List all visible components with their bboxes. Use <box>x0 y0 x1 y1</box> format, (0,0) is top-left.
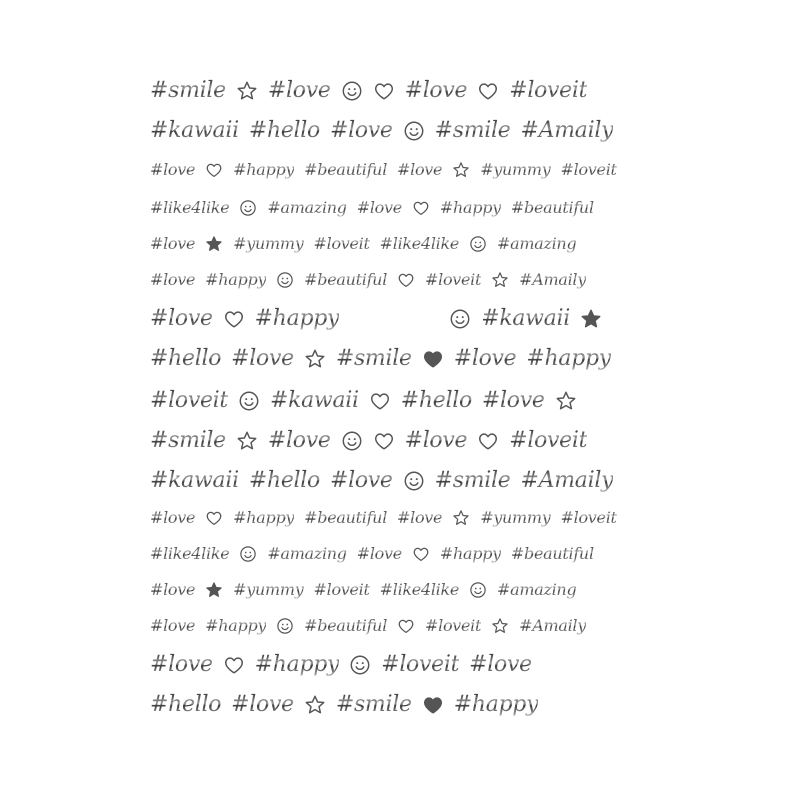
star-outline-icon <box>304 694 326 716</box>
sticker-row <box>150 468 650 493</box>
hashtag-text: #love <box>329 118 393 143</box>
sticker-row <box>150 118 650 143</box>
hashtag-text: #like4like <box>379 580 460 599</box>
hashtag-text: #amazing <box>267 198 347 217</box>
sticker-row <box>150 692 650 717</box>
heart-outline-icon <box>397 617 415 635</box>
smiley-icon <box>403 470 425 492</box>
star-filled-icon <box>580 308 602 330</box>
heart-outline-icon <box>223 308 245 330</box>
hashtag-text: #loveit <box>381 652 460 677</box>
hashtag-text: #Amaily <box>520 118 614 143</box>
hashtag-text: #love <box>397 508 443 527</box>
sticker-row <box>150 234 650 253</box>
hashtag-text: #beautiful <box>510 544 594 563</box>
hashtag-text: #love <box>231 692 294 717</box>
smiley-icon <box>469 581 487 599</box>
hashtag-text: #smile <box>150 428 226 453</box>
hashtag-text: #kawaii <box>481 306 570 331</box>
star-outline-icon <box>236 80 258 102</box>
sticker-row <box>150 198 650 217</box>
hashtag-text: #yummy <box>233 580 304 599</box>
hashtag-text: #love <box>329 468 393 493</box>
hashtag-text: #loveit <box>560 508 617 527</box>
hashtag-text: #loveit <box>313 580 370 599</box>
heart-outline-icon <box>373 80 395 102</box>
hashtag-text: #yummy <box>233 234 304 253</box>
hashtag-text: #smile <box>434 468 511 493</box>
hashtag-text: #loveit <box>425 616 482 635</box>
hashtag-text: #love <box>150 160 196 179</box>
heart-outline-icon <box>412 545 430 563</box>
smiley-icon <box>449 308 471 330</box>
hashtag-text: #Amaily <box>519 270 586 289</box>
hashtag-text: #beautiful <box>304 508 388 527</box>
hashtag-text: #love <box>150 580 196 599</box>
hashtag-text: #like4like <box>150 198 230 217</box>
smiley-icon <box>403 120 425 142</box>
hashtag-text: #love <box>267 78 331 103</box>
heart-filled-icon <box>422 694 444 716</box>
sticker-row <box>150 508 650 527</box>
hashtag-text: #beautiful <box>510 198 594 217</box>
heart-outline-icon <box>477 430 499 452</box>
sticker-row <box>150 160 650 179</box>
hashtag-text: #smile <box>150 78 226 103</box>
hashtag-text: #hello <box>150 692 222 717</box>
hashtag-text: #loveit <box>313 234 370 253</box>
star-outline-icon <box>304 348 326 370</box>
hashtag-text: #love <box>356 544 402 563</box>
hashtag-text: #love <box>150 652 213 677</box>
sticker-row <box>150 428 650 453</box>
sticker-row <box>150 78 650 103</box>
heart-filled-icon <box>422 348 444 370</box>
hashtag-text: #love <box>150 616 196 635</box>
hashtag-text: #loveit <box>509 428 588 453</box>
hashtag-text: #love <box>231 346 294 371</box>
star-filled-icon <box>205 235 223 253</box>
star-outline-icon <box>236 430 258 452</box>
hashtag-text: #yummy <box>480 508 551 527</box>
hashtag-text: #happy <box>205 270 267 289</box>
sticker-row <box>150 580 650 599</box>
hashtag-text: #hello <box>400 388 472 413</box>
hashtag-text: #happy <box>254 306 340 331</box>
heart-outline-icon <box>397 271 415 289</box>
hashtag-text: #love <box>481 388 545 413</box>
hashtag-text: #amazing <box>267 544 347 563</box>
hashtag-text: #love <box>404 78 468 103</box>
heart-outline-icon <box>373 430 395 452</box>
hashtag-text: #like4like <box>150 544 230 563</box>
hashtag-text: #love <box>469 652 532 677</box>
hashtag-text: #love <box>356 198 402 217</box>
hashtag-text: #smile <box>335 692 412 717</box>
sticker-row <box>150 388 650 413</box>
sticker-row <box>150 544 650 563</box>
hashtag-text: #love <box>150 270 196 289</box>
hashtag-text: #happy <box>453 692 539 717</box>
star-outline-icon <box>555 390 577 412</box>
hashtag-text: #happy <box>439 544 501 563</box>
hashtag-text: #happy <box>526 346 611 371</box>
hashtag-text: #love <box>267 428 331 453</box>
hashtag-text: #beautiful <box>304 616 388 635</box>
hashtag-text: #loveit <box>560 160 617 179</box>
hashtag-text: #kawaii <box>150 118 239 143</box>
hashtag-text: #beautiful <box>304 160 388 179</box>
smiley-icon <box>276 271 294 289</box>
hashtag-text: #amazing <box>497 580 577 599</box>
hashtag-text: #love <box>404 428 468 453</box>
hashtag-text: #yummy <box>480 160 551 179</box>
smiley-icon <box>341 80 363 102</box>
heart-outline-icon <box>412 199 430 217</box>
hashtag-text: #hello <box>150 346 222 371</box>
hashtag-text: #Amaily <box>519 616 586 635</box>
star-outline-icon <box>491 271 509 289</box>
heart-outline-icon <box>205 509 223 527</box>
hashtag-text: #happy <box>233 160 295 179</box>
hashtag-text: #happy <box>233 508 295 527</box>
hashtag-text: #love <box>150 306 213 331</box>
smiley-icon <box>341 430 363 452</box>
hashtag-text: #loveit <box>150 388 228 413</box>
hashtag-text: #beautiful <box>304 270 388 289</box>
hashtag-text: #amazing <box>497 234 577 253</box>
hashtag-text: #smile <box>335 346 412 371</box>
heart-outline-icon <box>477 80 499 102</box>
heart-outline-icon <box>223 654 245 676</box>
sticker-row <box>150 346 650 371</box>
smiley-icon <box>276 617 294 635</box>
smiley-icon <box>239 545 257 563</box>
smiley-icon <box>239 199 257 217</box>
hashtag-text: #love <box>453 346 517 371</box>
hashtag-text: #happy <box>254 652 340 677</box>
hashtag-text: #hello <box>248 468 320 493</box>
hashtag-text: #like4like <box>379 234 460 253</box>
smiley-icon <box>349 654 371 676</box>
star-outline-icon <box>491 617 509 635</box>
hashtag-text: #happy <box>205 616 267 635</box>
smiley-icon <box>238 390 260 412</box>
hashtag-text: #kawaii <box>150 468 239 493</box>
sticker-row <box>150 270 650 289</box>
hashtag-text: #hello <box>248 118 320 143</box>
hashtag-text: #loveit <box>509 78 588 103</box>
sticker-row <box>150 616 650 635</box>
hashtag-text: #love <box>150 508 196 527</box>
hashtag-text: #happy <box>439 198 501 217</box>
star-outline-icon <box>452 161 470 179</box>
sticker-sheet <box>140 70 650 730</box>
star-outline-icon <box>452 509 470 527</box>
hashtag-text: #kawaii <box>269 388 359 413</box>
hashtag-text: #smile <box>434 118 511 143</box>
sticker-row <box>150 306 650 331</box>
star-filled-icon <box>205 581 223 599</box>
heart-outline-icon <box>205 161 223 179</box>
hashtag-text: #loveit <box>425 270 482 289</box>
sticker-row <box>150 652 650 677</box>
hashtag-text: #love <box>150 234 196 253</box>
hashtag-text: #Amaily <box>520 468 614 493</box>
heart-outline-icon <box>369 390 391 412</box>
smiley-icon <box>469 235 487 253</box>
hashtag-text: #love <box>397 160 443 179</box>
